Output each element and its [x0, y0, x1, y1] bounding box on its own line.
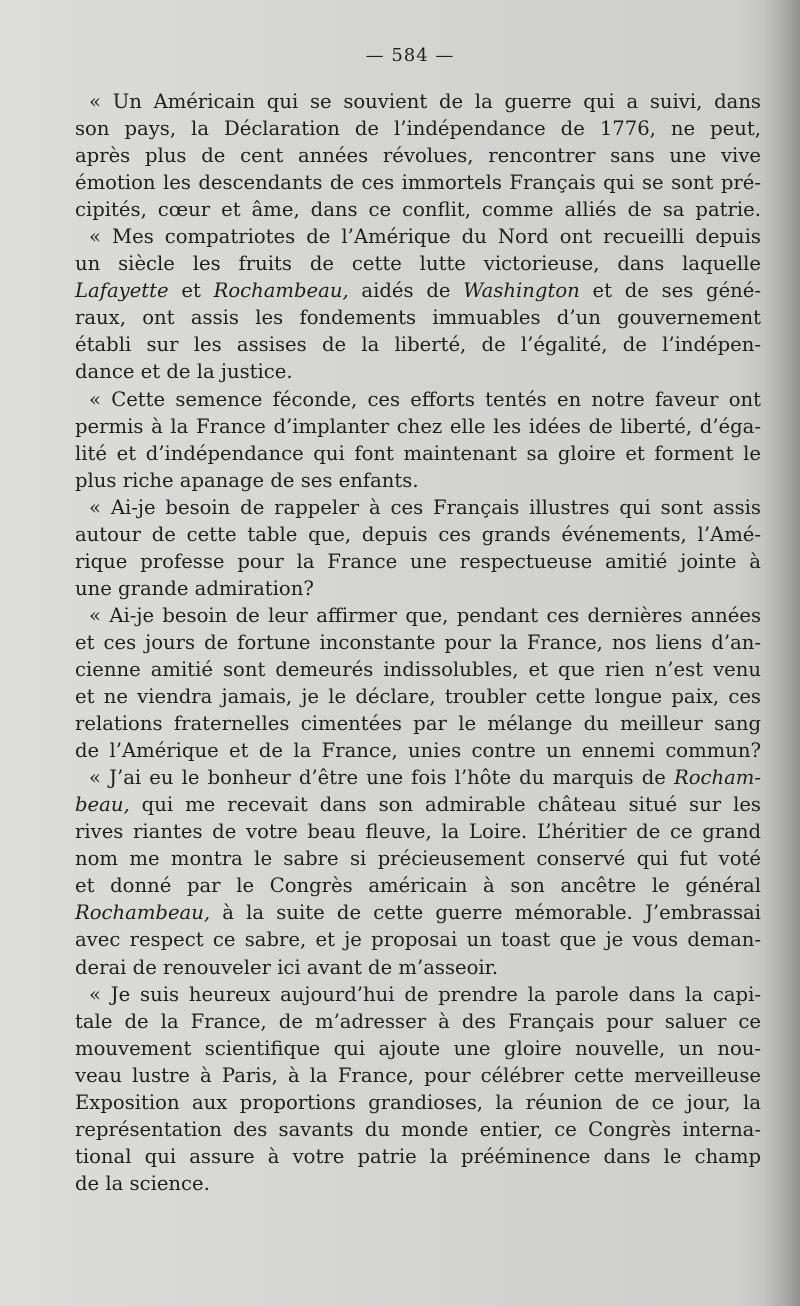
text-line [75, 196, 761, 223]
italic-segment: Rochambeau, [213, 279, 349, 303]
text-line [75, 331, 761, 358]
text-segment: aidés de [348, 279, 464, 303]
text-line [75, 169, 761, 196]
text-segment: lité et d’indépendance qui font maintenant sa gloire et forment le [75, 441, 761, 465]
text-line [75, 440, 761, 467]
text-segment: relations fraternelles cimentées par le mélange du meilleur sang [75, 712, 761, 736]
text-segment: à la suite de cette guerre mémorable. J’embrassai [210, 901, 761, 925]
text-segment: rique professe pour la France une respectueuse amitié jointe à [75, 549, 761, 573]
text-segment: nom me montra le sabre si précieusement conservé qui fut voté [75, 847, 761, 871]
italic-segment: Rocham- [673, 766, 761, 790]
text-line [75, 304, 761, 331]
text-line [75, 88, 761, 115]
body-text [75, 88, 761, 1197]
text-line [75, 1143, 761, 1170]
text-segment: et de ses géné- [579, 279, 762, 303]
text-line [75, 142, 761, 169]
text-line [75, 656, 761, 683]
text-line [75, 1170, 761, 1197]
text-segment: « Mes compatriotes de l’Amérique du Nord ont recueilli depuis [89, 225, 761, 249]
text-line [75, 764, 761, 791]
text-line [75, 899, 761, 926]
text-segment: et [168, 279, 214, 303]
text-segment: après plus de cent années révolues, rencontrer sans une vive [75, 144, 761, 168]
text-line [75, 494, 761, 521]
text-segment: « Je suis heureux aujourd’hui de prendre la parole dans la capi- [89, 982, 761, 1006]
italic-segment: Washington [463, 279, 580, 303]
text-segment: tale de la France, de m’adresser à des Français pour saluer ce [75, 1009, 761, 1033]
text-line [75, 1116, 761, 1143]
text-segment: autour de cette table que, depuis ces grands événements, l’Amé- [75, 522, 761, 546]
text-segment: « Cette semence féconde, ces efforts tentés en notre faveur ont [89, 387, 761, 411]
text-segment: « Ai-je besoin de rappeler à ces Français illustres qui sont assis [89, 495, 761, 519]
text-segment: une grande admiration? [75, 576, 314, 600]
text-segment: veau lustre à Paris, à la France, pour célébrer cette merveilleuse [75, 1063, 761, 1087]
text-line [75, 1008, 761, 1035]
italic-segment: Lafayette [75, 279, 169, 303]
text-line [75, 1089, 761, 1116]
text-line [75, 277, 761, 304]
text-line [75, 223, 761, 250]
text-segment: tional qui assure à votre patrie la prééminence dans le champ [75, 1144, 761, 1168]
text-segment: cienne amitié sont demeurés indissolubles, et que rien n’est venu [75, 657, 761, 681]
text-segment: cipités, cœur et âme, dans ce conflit, comme alliés de sa patrie. [75, 198, 761, 222]
text-line [75, 548, 761, 575]
text-line [75, 602, 761, 629]
text-segment: de l’Amérique et de la France, unies contre un ennemi commun? [75, 739, 761, 763]
text-segment: avec respect ce sabre, et je proposai un toast que je vous deman- [75, 928, 761, 952]
text-segment: et donné par le Congrès américain à son ancêtre le général [75, 874, 761, 898]
text-segment: représentation des savants du monde entier, ce Congrès interna- [75, 1117, 761, 1141]
text-segment: rives riantes de votre beau fleuve, la Loire. L’héritier de ce grand [75, 820, 761, 844]
text-segment: derai de renouveler ici avant de m’asseoir. [75, 955, 499, 979]
text-segment: mouvement scientifique qui ajoute une gloire nouvelle, un nou- [75, 1036, 761, 1060]
text-line [75, 1035, 761, 1062]
text-line [75, 575, 761, 602]
text-segment: son pays, la Déclaration de l’indépendance de 1776, ne peut, [75, 117, 761, 141]
italic-segment: beau, [75, 793, 130, 817]
text-line [75, 872, 761, 899]
text-line [75, 467, 761, 494]
text-line [75, 250, 761, 277]
text-segment: raux, ont assis les fondements immuables d’un gouvernement [75, 306, 761, 330]
text-line [75, 386, 761, 413]
text-line [75, 818, 761, 845]
text-line [75, 1062, 761, 1089]
text-segment: émotion les descendants de ces immortels Français qui se sont pré- [75, 171, 761, 195]
text-segment: et ne viendra jamais, je le déclare, troubler cette longue paix, ces [75, 685, 761, 709]
text-segment: de la science. [75, 1171, 210, 1195]
text-segment: « Un Américain qui se souvient de la guerre qui a suivi, dans [89, 90, 761, 113]
text-line [75, 629, 761, 656]
text-segment: et ces jours de fortune inconstante pour la France, nos liens d’an- [75, 630, 761, 654]
text-line [75, 926, 761, 953]
text-segment: dance et de la justice. [75, 360, 293, 384]
text-line [75, 845, 761, 872]
text-segment: plus riche apanage de ses enfants. [75, 468, 419, 492]
text-line [75, 683, 761, 710]
text-segment: qui me recevait dans son admirable château situé sur les [129, 793, 761, 817]
text-line [75, 358, 761, 385]
text-line [75, 115, 761, 142]
text-segment: établi sur les assises de la liberté, de l’égalité, de l’indépen- [75, 333, 761, 357]
text-line [75, 413, 761, 440]
page-gutter-shadow [762, 0, 800, 1306]
text-segment: Exposition aux proportions grandioses, la réunion de ce jour, la [75, 1090, 761, 1114]
text-segment: permis à la France d’implanter chez elle les idées de liberté, d’éga- [75, 414, 761, 438]
text-line [75, 954, 761, 981]
text-segment: « J’ai eu le bonheur d’être une fois l’hôte du marquis de [89, 766, 674, 790]
page-number: — 584 — [365, 45, 455, 66]
italic-segment: Rochambeau, [75, 901, 211, 925]
text-line [75, 981, 761, 1008]
text-line [75, 521, 761, 548]
text-line [75, 737, 761, 764]
text-segment: un siècle les fruits de cette lutte victorieuse, dans laquelle [75, 252, 761, 276]
text-segment: « Ai-je besoin de leur affirmer que, pendant ces dernières années [89, 603, 761, 627]
text-line [75, 791, 761, 818]
text-line [75, 710, 761, 737]
